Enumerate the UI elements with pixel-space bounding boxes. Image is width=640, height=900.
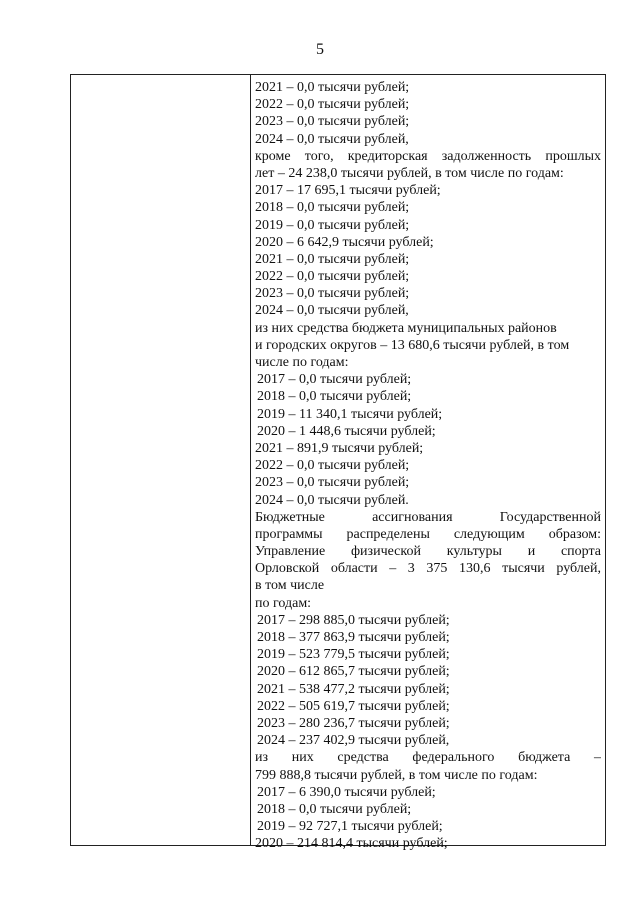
- text-line: 2020 – 612 865,7 тысячи рублей;: [257, 664, 450, 680]
- text-line: 2020 – 214 814,4 тысячи рублей;: [255, 836, 448, 852]
- text-line: 2022 – 0,0 тысячи рублей;: [255, 269, 410, 285]
- text-line: 2021 – 0,0 тысячи рублей;: [255, 251, 410, 267]
- text-line: и городских округов – 13 680,6 тысячи рублей, в том: [255, 337, 570, 353]
- text-line: в том числе: [255, 578, 325, 594]
- text-line: 2023 – 0,0 тысячи рублей;: [255, 286, 410, 302]
- text-line: 2019 – 523 779,5 тысячи рублей;: [257, 647, 450, 663]
- text-line: 2024 – 0,0 тысячи рублей,: [255, 131, 409, 147]
- text-line: 2023 – 0,0 тысячи рублей;: [255, 114, 410, 130]
- text-line: 2017 – 298 885,0 тысячи рублей;: [257, 612, 450, 628]
- text-line: 2023 – 0,0 тысячи рублей;: [255, 475, 410, 491]
- text-line: 2020 – 1 448,6 тысячи рублей;: [257, 423, 436, 439]
- text-line: кроме того, кредиторская задолженность прошлых: [255, 148, 601, 164]
- text-line: Орловской области – 3 375 130,6 тысячи рублей,: [255, 561, 601, 577]
- text-line: Управление физической культуры и спорта: [255, 544, 601, 560]
- text-line: 2019 – 92 727,1 тысячи рублей;: [257, 819, 443, 835]
- page-number: 5: [316, 41, 324, 58]
- text-line: 2022 – 505 619,7 тысячи рублей;: [257, 698, 450, 714]
- table-right-cell: [255, 79, 601, 852]
- text-line: 2018 – 0,0 тысячи рублей;: [257, 801, 412, 817]
- text-line: 2019 – 11 340,1 тысячи рублей;: [257, 406, 443, 422]
- text-line: 2022 – 0,0 тысячи рублей;: [255, 97, 410, 113]
- text-line: 2023 – 280 236,7 тысячи рублей;: [257, 715, 450, 731]
- text-line: 2018 – 0,0 тысячи рублей;: [255, 200, 410, 216]
- text-line: числе по годам:: [255, 355, 349, 370]
- text-line: из них средства бюджета муниципальных районов: [255, 320, 557, 336]
- text-line: 2018 – 0,0 тысячи рублей;: [257, 389, 412, 405]
- text-line: 2017 – 17 695,1 тысячи рублей;: [255, 183, 441, 199]
- text-line: по годам:: [255, 595, 312, 611]
- text-line: 2024 – 0,0 тысячи рублей,: [255, 303, 409, 319]
- document-table: [70, 74, 606, 852]
- text-line: 2021 – 538 477,2 тысячи рублей;: [257, 681, 450, 697]
- text-line: Бюджетные ассигнования Государственной: [255, 509, 601, 525]
- text-line: 2021 – 891,9 тысячи рублей;: [255, 440, 424, 456]
- text-line: 799 888,8 тысячи рублей, в том числе по годам:: [255, 767, 538, 783]
- text-line: 2020 – 6 642,9 тысячи рублей;: [255, 234, 434, 250]
- text-line: программы распределены следующим образом:: [255, 526, 601, 542]
- text-line: из них средства федерального бюджета –: [255, 750, 601, 766]
- text-line: 2024 – 237 402,9 тысячи рублей,: [257, 733, 450, 749]
- text-line: 2024 – 0,0 тысячи рублей.: [255, 492, 409, 508]
- text-line: лет – 24 238,0 тысячи рублей, в том числе по годам:: [255, 165, 564, 181]
- text-line: 2017 – 0,0 тысячи рублей;: [257, 372, 412, 388]
- text-line: 2022 – 0,0 тысячи рублей;: [255, 458, 410, 474]
- text-line: 2017 – 6 390,0 тысячи рублей;: [257, 784, 436, 800]
- text-line: 2021 – 0,0 тысячи рублей;: [255, 80, 410, 95]
- column-divider: [250, 75, 251, 845]
- text-line: 2019 – 0,0 тысячи рублей;: [255, 217, 410, 233]
- text-line: 2018 – 377 863,9 тысячи рублей;: [257, 630, 450, 645]
